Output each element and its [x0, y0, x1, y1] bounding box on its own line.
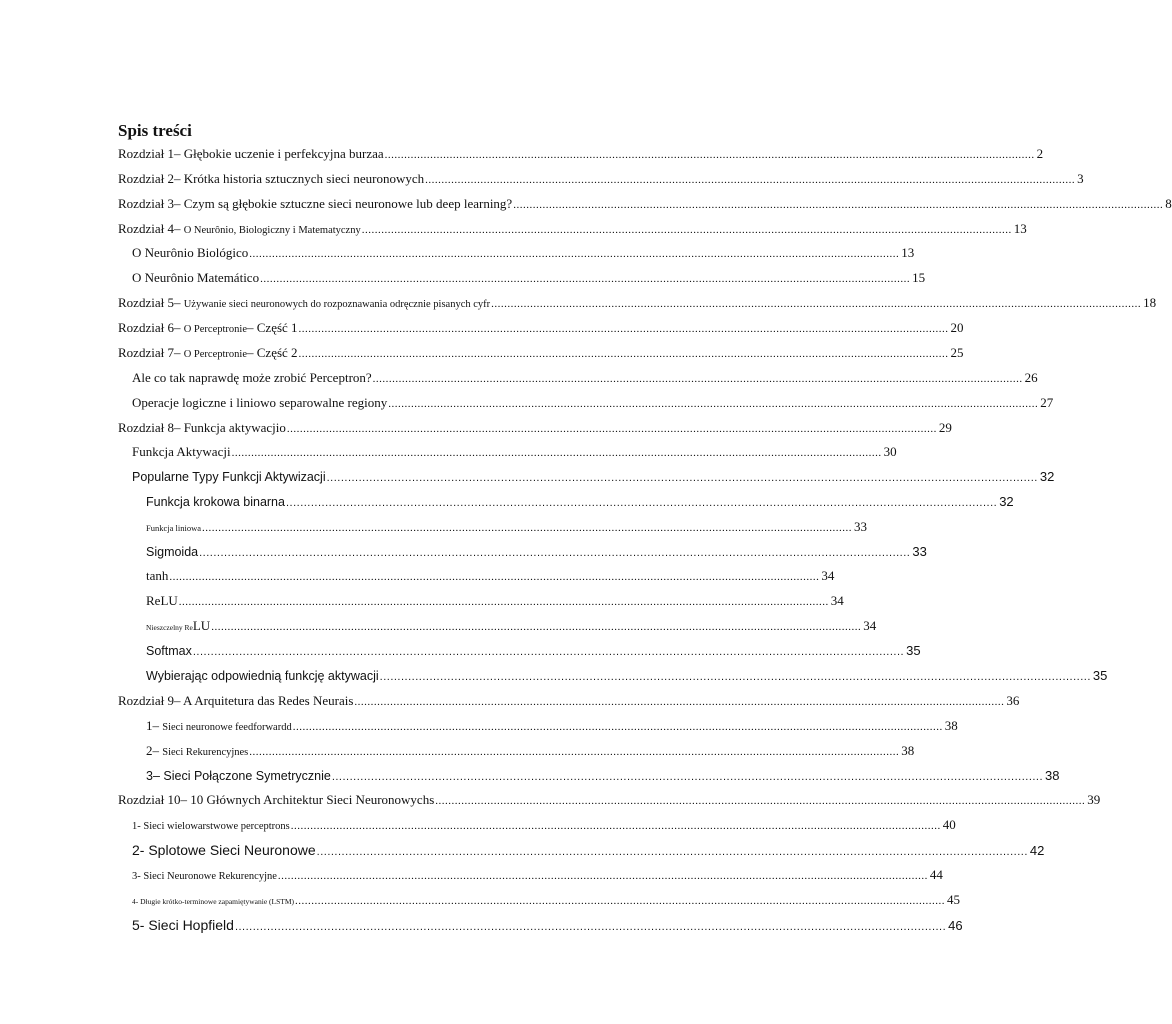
toc-entry-label — [118, 144, 384, 164]
toc-page-number: 33 — [912, 544, 927, 559]
toc-page-number: 27 — [1040, 395, 1054, 410]
toc-page-number: 3 — [1077, 171, 1084, 186]
toc-leader-dots: ........................................................................................................................................................................................................ — [234, 921, 947, 933]
toc-entry[interactable] — [132, 268, 926, 288]
toc-leader-dots: ........................................................................................................................................................................................................ — [361, 224, 1012, 236]
toc-leader-dots: ........................................................................................................................................................................................................ — [379, 671, 1091, 683]
toc-entry-label — [132, 268, 259, 288]
toc-entry-label-part: Rozdział 7– — [118, 345, 184, 360]
toc-entry-label-part: Sieci Rekurencyjnes — [162, 747, 249, 758]
toc-leader-dots: ........................................................................................................................................................................................................ — [260, 273, 911, 285]
toc-entry-label-part: O Perceptronie — [183, 349, 247, 360]
toc-page-number: 8 — [1165, 196, 1172, 211]
toc-entry[interactable] — [132, 915, 963, 935]
toc-page-number: 46 — [948, 918, 963, 933]
toc-entry-label-part: Softmax — [146, 644, 192, 658]
toc-entry[interactable] — [146, 641, 921, 661]
toc-entry-label-part: – Część 2 — [247, 345, 298, 360]
toc-leader-dots: ........................................................................................................................................................................................................ — [388, 398, 1039, 410]
toc-entry-label — [146, 666, 379, 686]
toc-entry-label — [146, 641, 192, 661]
toc-page-number: 13 — [1013, 221, 1027, 236]
toc-leader-dots: ........................................................................................................................................................................................................ — [372, 373, 1023, 385]
toc-entry-label-part: Używanie sieci neuronowych do rozpoznawania odręcznie pisanych cyfr — [183, 299, 491, 310]
toc-entry[interactable] — [132, 815, 956, 835]
toc-entry-label — [118, 169, 424, 189]
toc-entry[interactable] — [132, 368, 1038, 388]
toc-entry-label — [118, 418, 286, 438]
toc-entry-label — [132, 243, 248, 263]
toc-leader-dots: ........................................................................................................................................................................................................ — [298, 348, 949, 360]
toc-entry[interactable] — [146, 666, 1108, 686]
toc-leader-dots: ........................................................................................................................................................................................................ — [295, 895, 946, 907]
toc-entry[interactable] — [132, 865, 943, 885]
toc-entry-label-part: 3- Sieci Neuronowe Rekurencyjne — [132, 871, 277, 882]
toc-entry[interactable] — [118, 194, 1172, 214]
toc-entry-label — [146, 616, 210, 638]
toc-leader-dots: ........................................................................................................................................................................................................ — [178, 596, 829, 608]
toc-leader-dots: ........................................................................................................................................................................................................ — [290, 820, 941, 832]
toc-entry[interactable] — [118, 790, 1101, 810]
toc-leader-dots: ........................................................................................................................................................................................................ — [192, 646, 905, 658]
toc-page-number: 15 — [912, 270, 926, 285]
toc-entry-label-part: Nieszczelny Re — [146, 623, 193, 632]
toc-entry[interactable] — [118, 691, 1020, 711]
toc-entry-label-part: tanh — [146, 568, 169, 583]
toc-page-number: 33 — [854, 519, 868, 534]
toc-entry-label-part: 3– Sieci Połączone Symetrycznie — [146, 769, 331, 783]
toc-leader-dots: ........................................................................................................................................................................................................ — [231, 447, 882, 459]
toc-leader-dots: ........................................................................................................................................................................................................ — [199, 547, 911, 559]
toc-entry-label — [132, 393, 387, 413]
toc-leader-dots: ........................................................................................................................................................................................................ — [491, 298, 1142, 310]
toc-entry[interactable] — [118, 219, 1027, 239]
toc-page-number: 42 — [1029, 843, 1045, 858]
toc-leader-dots: ........................................................................................................................................................................................................ — [326, 472, 1038, 484]
toc-leader-dots: ........................................................................................................................................................................................................ — [202, 522, 853, 534]
toc-entry-label — [118, 343, 298, 365]
toc-entry-label — [132, 467, 326, 487]
toc-entry-label-part: Rozdział 8– Funkcja aktywacjio — [118, 420, 286, 435]
toc-entry-label-part: O Neurônio Matemático — [132, 270, 260, 285]
toc-entry-label-part: Ale co tak naprawdę może zrobić Perceptron? — [132, 370, 372, 385]
toc-entry-label — [146, 766, 331, 786]
toc-leader-dots: ........................................................................................................................................................................................................ — [298, 323, 949, 335]
toc-entry-label — [146, 517, 201, 538]
toc-leader-dots: ........................................................................................................................................................................................................ — [292, 721, 943, 733]
toc-entry-label — [146, 542, 198, 562]
toc-entry-label — [146, 716, 292, 738]
toc-leader-dots: ........................................................................................................................................................................................................ — [211, 621, 862, 633]
toc-entry-label — [118, 691, 353, 711]
toc-page-number: 29 — [938, 420, 952, 435]
toc-entry[interactable] — [146, 716, 958, 736]
toc-entry-label — [118, 194, 512, 214]
toc-entry[interactable] — [132, 840, 1045, 860]
toc-entry-label-part: 2- Splotowe Sieci Neuronowe — [132, 842, 316, 858]
toc-page-number: 44 — [929, 867, 943, 882]
toc-page-number: 38 — [901, 743, 915, 758]
toc-leader-dots: ........................................................................................................................................................................................................ — [286, 423, 937, 435]
toc-entry-label — [146, 741, 248, 763]
toc-leader-dots: ........................................................................................................................................................................................................ — [277, 870, 928, 882]
toc-page-number: 26 — [1024, 370, 1038, 385]
toc-leader-dots: ........................................................................................................................................................................................................ — [249, 248, 900, 260]
toc-entry[interactable] — [118, 343, 964, 363]
toc-entry-label — [146, 591, 178, 611]
toc-entry-label — [146, 566, 168, 586]
toc-page-number: 25 — [950, 345, 964, 360]
toc-page-number: 36 — [1006, 693, 1020, 708]
toc-leader-dots: ........................................................................................................................................................................................................ — [384, 149, 1035, 161]
toc-page-number: 38 — [944, 718, 958, 733]
toc-entry-label-part: 4- Długie krótko-terminowe zapamiętywanie (LSTM) — [132, 897, 295, 906]
toc-page-number: 45 — [947, 892, 961, 907]
toc-entry-label — [118, 318, 298, 340]
toc-leader-dots: ........................................................................................................................................................................................................ — [354, 696, 1005, 708]
toc-entry[interactable] — [132, 467, 1055, 487]
toc-leader-dots: ........................................................................................................................................................................................................ — [169, 571, 820, 583]
toc-entry-label — [132, 442, 231, 462]
toc-entry[interactable] — [132, 442, 897, 462]
toc-entry-label-part: 1– — [146, 718, 163, 733]
toc-page-number: 13 — [901, 245, 915, 260]
toc-leader-dots: ........................................................................................................................................................................................................ — [513, 199, 1164, 211]
toc-page-number: 38 — [1045, 768, 1060, 783]
toc-entry-label-part: O Neurônio, Biologiczny i Matematyczny — [183, 225, 361, 236]
toc-leader-dots: ........................................................................................................................................................................................................ — [425, 174, 1076, 186]
toc-entry-label-part: Rozdział 5– — [118, 295, 184, 310]
toc-entry-label-part: O Neurônio Biológico — [132, 245, 249, 260]
toc-entry-label — [132, 890, 294, 912]
page-title: Spis treści — [118, 121, 192, 140]
toc-entry-label — [132, 915, 234, 936]
toc-entry[interactable] — [132, 243, 915, 263]
toc-page-number: 20 — [950, 320, 964, 335]
toc-entry-label-part: LU — [192, 618, 211, 633]
toc-page-number: 34 — [821, 568, 835, 583]
toc-entry[interactable] — [146, 766, 1060, 786]
toc-leader-dots: ........................................................................................................................................................................................................ — [435, 795, 1086, 807]
toc-entry-label-part: 1- Sieci wielowarstwowe perceptrons — [132, 821, 290, 832]
toc-entry-label-part: Rozdział 9– A Arquitetura das Redes Neurais — [118, 693, 354, 708]
toc-entry-label-part: Rozdział 10– 10 Głównych Architektur Sieci Neuronowychs — [118, 792, 435, 807]
toc-entry-label-part: Sigmoida — [146, 545, 199, 559]
toc-entry-label-part: ReLU — [146, 593, 178, 608]
toc-entry-label-part: Rozdział 2– Krótka historia sztucznych sieci neuronowych — [118, 171, 425, 186]
toc-entry[interactable] — [132, 393, 1054, 413]
toc-entry-label — [146, 492, 285, 512]
toc-entry[interactable] — [146, 492, 1014, 512]
toc-leader-dots: ........................................................................................................................................................................................................ — [331, 771, 1044, 783]
toc-entry[interactable] — [146, 616, 877, 636]
toc-entry-label — [132, 865, 277, 887]
toc-page-number: 32 — [1039, 469, 1055, 484]
toc-entry-label-part: Funkcja krokowa binarna — [146, 495, 285, 509]
toc-entry-label-part: Rozdział 3– Czym są głębokie sztuczne sieci neuronowe lub deep learning? — [118, 196, 513, 211]
toc-entry[interactable] — [132, 890, 961, 910]
toc-page-number: 40 — [942, 817, 956, 832]
toc-entry[interactable] — [146, 566, 835, 586]
toc-entry-label — [132, 368, 372, 388]
toc-entry[interactable] — [118, 418, 952, 438]
toc-entry-label — [132, 840, 316, 861]
toc-entry-label — [118, 790, 434, 810]
toc-entry[interactable] — [146, 517, 868, 537]
toc-page-number: 39 — [1087, 792, 1101, 807]
toc-entry-label-part: 2– — [146, 743, 163, 758]
toc-page-number: 34 — [830, 593, 844, 608]
toc-leader-dots: ........................................................................................................................................................................................................ — [316, 846, 1028, 858]
toc-entry-label-part: Rozdział 4– — [118, 221, 184, 236]
toc-entry-label-part: Sieci neuronowe feedforwardd — [162, 722, 292, 733]
toc-entry-label-part: Rozdział 1– Głębokie uczenie i perfekcyjna burzaa — [118, 146, 384, 161]
toc-entry-label-part: Operacje logiczne i liniowo separowalne regiony — [132, 395, 388, 410]
toc-leader-dots: ........................................................................................................................................................................................................ — [249, 746, 900, 758]
toc-entry-label — [132, 815, 290, 837]
toc-entry-label — [118, 293, 490, 315]
toc-entry[interactable] — [118, 318, 964, 338]
toc-entry[interactable] — [118, 169, 1084, 189]
toc-entry[interactable] — [146, 542, 927, 562]
toc-entry-label-part: O Perceptronie — [183, 324, 247, 335]
toc-leader-dots: ........................................................................................................................................................................................................ — [285, 497, 998, 509]
toc-entry-label-part: Funkcja liniowa — [146, 523, 202, 533]
toc-page-number: 34 — [863, 618, 877, 633]
toc-entry-label-part: Funkcja Aktywacji — [132, 444, 231, 459]
toc-page-number: 32 — [999, 494, 1014, 509]
toc-entry-label — [118, 219, 361, 241]
toc-entry[interactable] — [118, 144, 1044, 164]
toc-page-number: 18 — [1143, 295, 1157, 310]
toc-page-number: 35 — [906, 643, 921, 658]
toc-entry[interactable] — [146, 591, 844, 611]
toc-entry-label-part: – Część 1 — [247, 320, 298, 335]
toc-entry-label-part: 5- Sieci Hopfield — [132, 917, 234, 933]
toc-page-number: 30 — [883, 444, 897, 459]
toc-entry-label-part: Popularne Typy Funkcji Aktywizacji — [132, 470, 326, 484]
toc-page-number: 35 — [1092, 668, 1108, 683]
toc-entry-label-part: Rozdział 6– — [118, 320, 184, 335]
toc-entry[interactable] — [146, 741, 915, 761]
toc-page-number: 2 — [1036, 146, 1044, 161]
toc-entry-label-part: Wybierając odpowiednią funkcję aktywacji — [146, 669, 379, 683]
toc-entry[interactable] — [118, 293, 1157, 313]
